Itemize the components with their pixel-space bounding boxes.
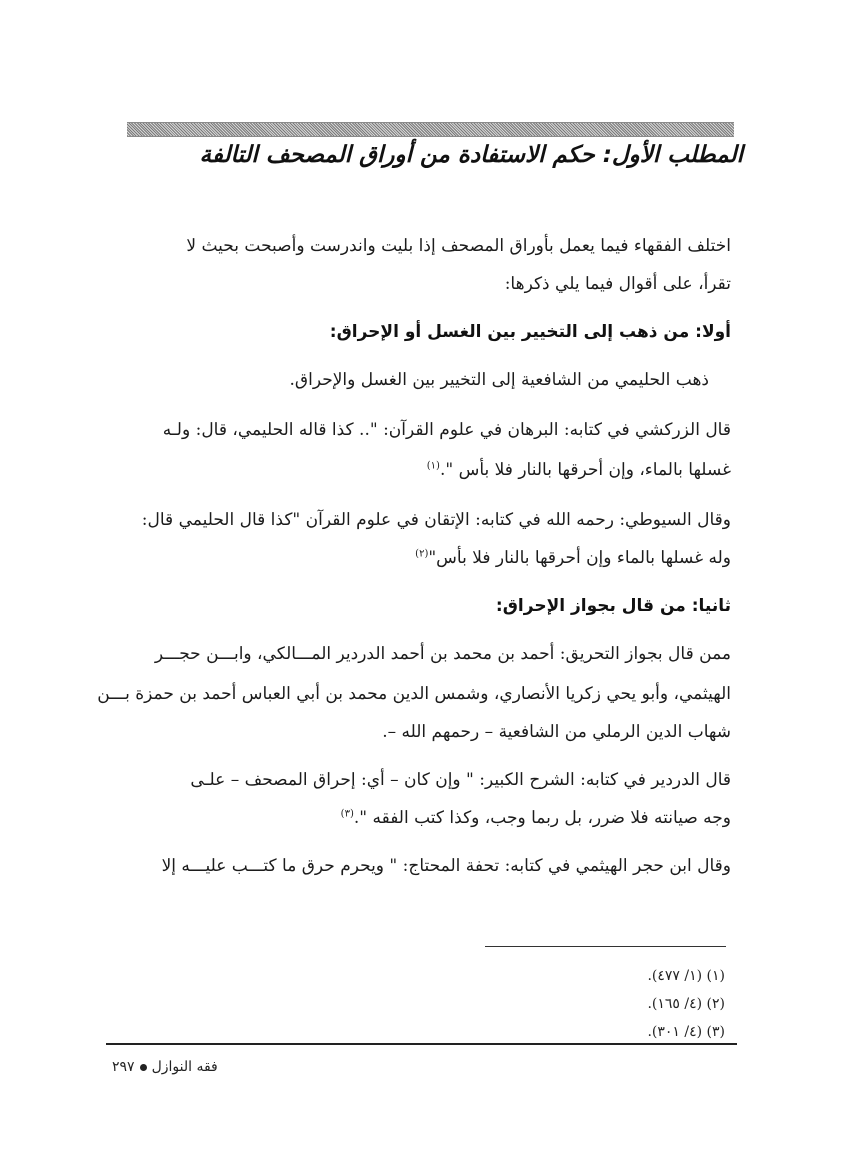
footnote-separator [485, 946, 726, 947]
footnote-ref-1: (١) [426, 460, 440, 472]
running-book-title: فقه النوازل [151, 1059, 218, 1075]
header-ornament-band [127, 122, 734, 137]
suyuti-quote-line-1: وقال السيوطي: رحمه الله في كتابه: الإتقان في علوم القرآن "كذا قال الحليمي قال: [141, 510, 731, 530]
second-opinion-line-1: ممن قال بجواز التحريق: أحمد بن محمد بن أحمد الدردير المـــالكي، وابـــن حجـــر [154, 644, 731, 664]
intro-line-1: اختلف الفقهاء فيما يعمل بأوراق المصحف إذا بليت واندرست وأصبحت بحيث لا [186, 236, 731, 256]
second-opinion-line-3: شهاب الدين الرملي من الشافعية – رحمهم الله –. [382, 722, 731, 742]
footnote-1: (١) (١/ ٤٧٧). [647, 968, 725, 984]
intro-line-2: تقرأ، على أقوال فيما يلي ذكرها: [504, 274, 731, 294]
haytami-quote-line-1: وقال ابن حجر الهيثمي في كتابه: تحفة المحتاج: " ويحرم حرق ما كتـــب عليـــه إلا [161, 856, 731, 876]
second-opinion-line-2: الهيثمي، وأبو يحي زكريا الأنصاري، وشمس الدين محمد بن أبي العباس أحمد بن حمزة بـــن [97, 684, 731, 704]
dardir-quote-line-1: قال الدردير في كتابه: الشرح الكبير: " وإن كان – أي: إحراق المصحف – علـى [190, 770, 731, 790]
footnote-ref-2: (٢) [415, 548, 429, 560]
second-opinion-heading: ثانيا: من قال بجواز الإحراق: [495, 596, 731, 616]
bullet-dot-icon [140, 1064, 147, 1071]
section-title: المطلب الأول: حكم الاستفادة من أوراق المصحف التالفة [199, 142, 743, 168]
page-bottom-rule [106, 1043, 737, 1045]
zarkashi-quote-line-2: غسلها بالماء، وإن أحرقها بالنار فلا بأس ".$^{(١)}$ [426, 460, 731, 480]
footnote-2: (٢) (٤/ ١٦٥). [647, 996, 725, 1012]
zarkashi-quote-line-1: قال الزركشي في كتابه: البرهان في علوم القرآن: ".. كذا قاله الحليمي، قال: ولـه [162, 420, 731, 440]
first-opinion-heading: أولا: من ذهب إلى التخيير بين الغسل أو الإحراق: [329, 322, 731, 342]
page-number: ٢٩٧ [112, 1059, 135, 1075]
footnote-3: (٣) (٤/ ٣٠١). [647, 1024, 725, 1040]
page-footer [112, 1058, 218, 1076]
dardir-quote-line-2: وجه صيانته فلا ضرر، بل ربما وجب، وكذا كتب الفقه ".$^{(٣)}$ [340, 808, 731, 828]
first-opinion-statement: ذهب الحليمي من الشافعية إلى التخيير بين الغسل والإحراق. [289, 370, 709, 390]
suyuti-quote-line-2: وله غسلها بالماء وإن أحرقها بالنار فلا بأس"$^{(٢)}$ [415, 548, 731, 568]
footnote-ref-3: (٣) [340, 808, 354, 820]
